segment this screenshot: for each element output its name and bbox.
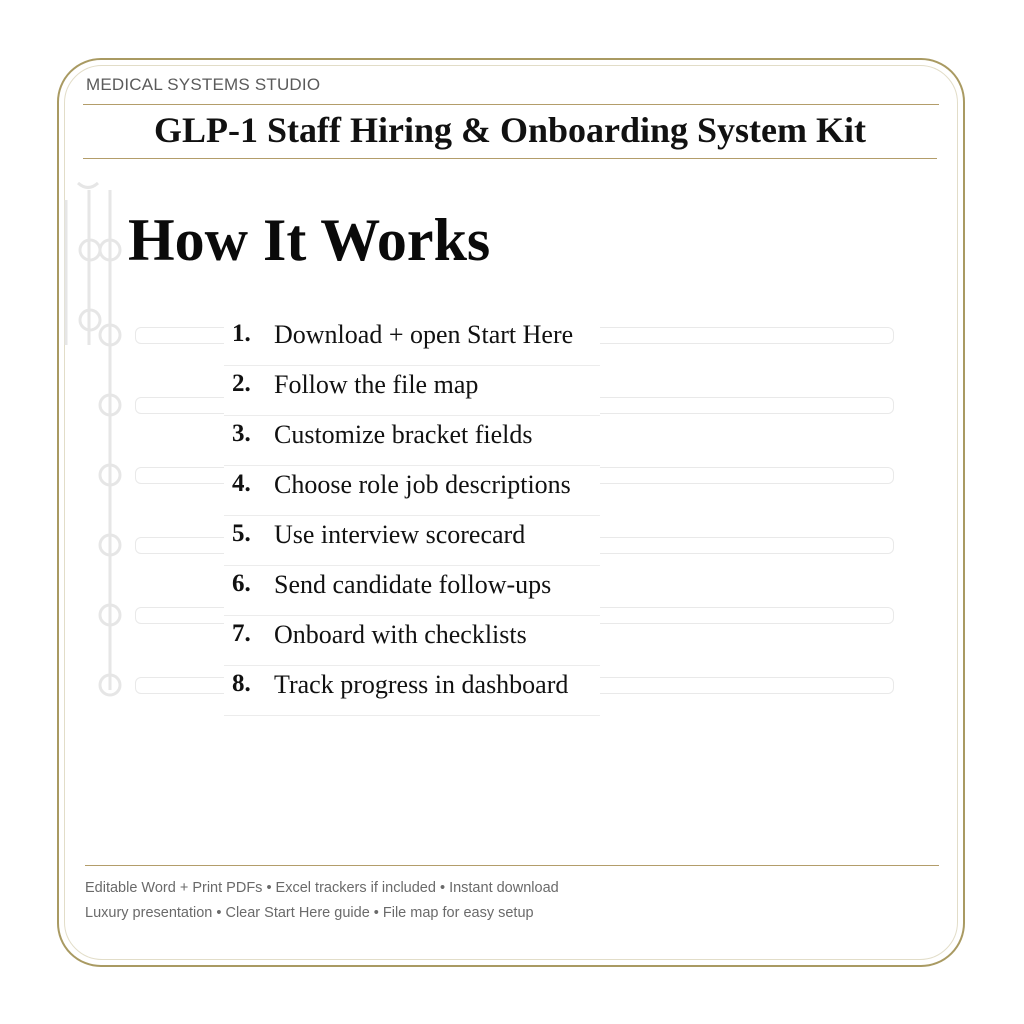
step-item bbox=[224, 466, 600, 516]
step-number: 4. bbox=[232, 470, 251, 497]
step-text: Choose role job descriptions bbox=[274, 470, 571, 499]
footer-features-line-2: Luxury presentation • Clear Start Here guide • File map for easy setup bbox=[85, 905, 534, 921]
page-title: How It Works bbox=[128, 207, 491, 273]
divider-mid bbox=[83, 158, 937, 159]
step-text: Download + open Start Here bbox=[274, 320, 574, 349]
step-text: Track progress in dashboard bbox=[274, 670, 569, 699]
divider-bottom bbox=[85, 865, 939, 866]
step-item bbox=[224, 366, 600, 416]
step-number: 3. bbox=[232, 420, 251, 447]
step-item bbox=[224, 666, 600, 716]
steps-list bbox=[224, 316, 600, 700]
step-number: 6. bbox=[232, 570, 251, 597]
step-text: Use interview scorecard bbox=[274, 520, 526, 549]
footer-features-line-1: Editable Word + Print PDFs • Excel trackers if included • Instant download bbox=[85, 880, 559, 896]
step-item bbox=[224, 516, 600, 566]
step-item bbox=[224, 616, 600, 666]
step-item bbox=[224, 566, 600, 616]
step-number: 8. bbox=[232, 670, 251, 697]
brand-label: MEDICAL SYSTEMS STUDIO bbox=[86, 75, 321, 94]
step-number: 7. bbox=[232, 620, 251, 647]
step-number: 5. bbox=[232, 520, 251, 547]
divider-top bbox=[83, 104, 939, 105]
kit-title: GLP-1 Staff Hiring & Onboarding System Kit bbox=[153, 110, 867, 150]
step-item bbox=[224, 416, 600, 466]
step-text: Onboard with checklists bbox=[274, 620, 527, 649]
step-number: 1. bbox=[232, 320, 251, 347]
step-text: Send candidate follow-ups bbox=[274, 570, 552, 599]
step-number: 2. bbox=[232, 370, 251, 397]
step-item bbox=[224, 316, 600, 366]
step-text: Follow the file map bbox=[274, 370, 479, 399]
step-text: Customize bracket fields bbox=[274, 420, 533, 449]
